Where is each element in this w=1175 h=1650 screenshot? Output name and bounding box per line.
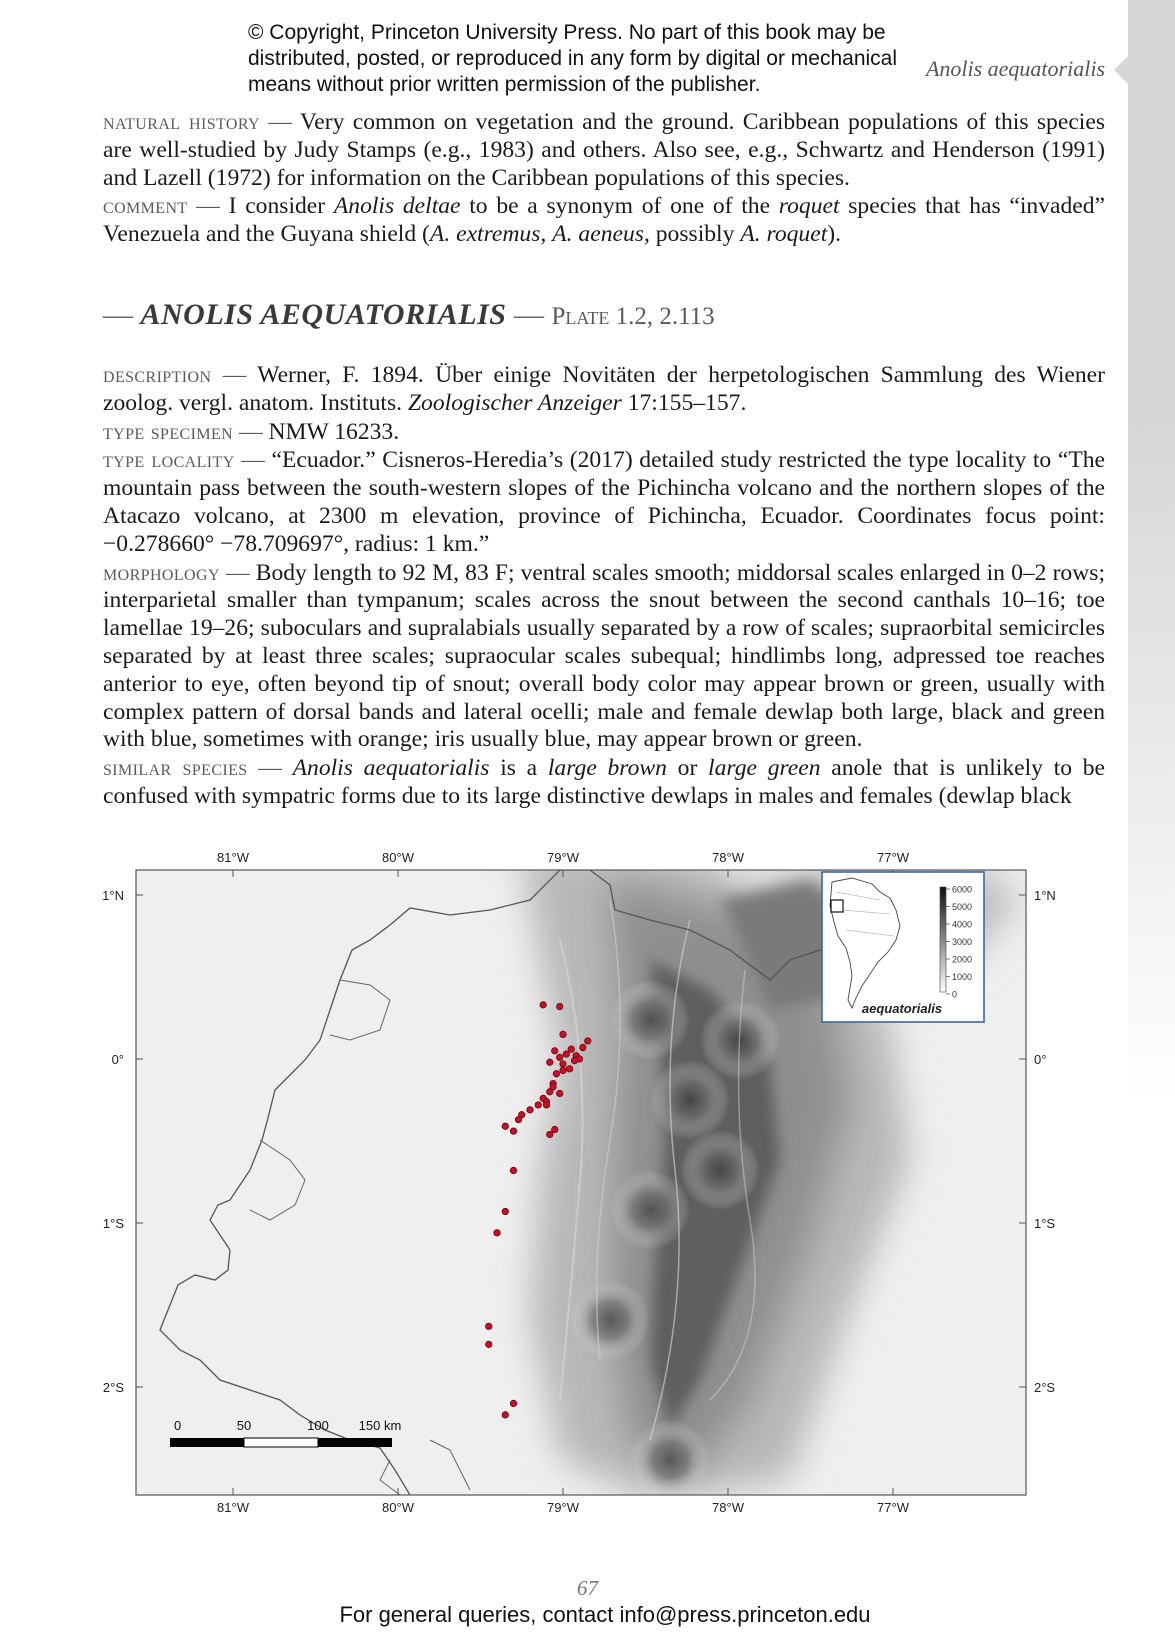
similar-species-text: anole that is unlikely to be confused with sympatric forms due to its large distinctive dewlaps in males and females (dewlap black <box>103 755 1106 809</box>
record-point <box>502 1123 508 1129</box>
legend-label: 0 <box>952 989 958 1000</box>
lat-label-right: 2°S <box>1034 1380 1056 1395</box>
similar-species-paragraph: similar species — Anolis aequatorialis is a large brown or large green anole that is unlikely to be confused with sympatric forms due to its large distinctive dewlaps in males and females (dewlap black <box>103 755 1106 809</box>
locator-inset <box>822 872 984 1022</box>
record-point <box>510 1167 516 1173</box>
legend-label: 5000 <box>952 902 973 912</box>
scale-label: 100 <box>307 1418 329 1433</box>
morphology-label: morphology <box>103 559 220 585</box>
lon-label-top: 80°W <box>382 850 414 865</box>
comment-text: , <box>540 221 553 248</box>
comment-text: I consider <box>228 193 334 220</box>
type-locality-label: type locality <box>103 447 235 473</box>
heading-dash: — <box>513 298 544 331</box>
comment-species: A. extremus <box>429 221 541 248</box>
type-locality-text: “Ecuador.” Cisneros-Heredia’s (2017) detailed study restricted the type locality to “The mountain pass between the south-western slopes of the Pichincha volcano and the northern slopes of the Atacazo volcano, at 2300 m elevation, province of Pichincha, Ecuador. Coordinates focus point: −0.278660° −78.709697°, radius: 1 km.” <box>103 447 1106 557</box>
description-text: 17:155–157. <box>621 389 747 416</box>
lon-label-bottom: 81°W <box>217 1500 249 1515</box>
record-point <box>547 1131 553 1137</box>
inset-caption: aequatorialis <box>861 1001 943 1016</box>
lon-label-bottom: 77°W <box>877 1500 909 1515</box>
record-point <box>568 1046 574 1052</box>
similar-species-term: large brown <box>547 755 667 782</box>
page-number: 67 <box>577 1576 598 1600</box>
journal-title: Zoologischer Anzeiger <box>407 389 622 416</box>
morphology-paragraph: morphology — Body length to 92 M, 83 F; ventral scales smooth; middorsal scales enlarged in 0–2 rows; interparietal smaller than tympanum; scales across the snout between the second canthals 10–16; toe lamellae 19–26; suboculars and supralabials usually separated by a row of scales; supraorbital semicircles separated by at least three scales; supraocular scales subequal; hindlimbs long, adpressed toe reaches anterior to eye, often beyond tip of snout; overall body color may appear brown or green, usually with complex pattern of dorsal bands and lateral ocelli; male and female dewlap both large, black and green with blue, sometimes with orange; iris usually blue, may appear brown or green. <box>103 559 1105 753</box>
legend-label: 6000 <box>952 884 973 895</box>
record-point <box>486 1341 492 1347</box>
record-point <box>560 1061 566 1067</box>
copyright-line-2: distributed, posted, or reproduced in any form by digital or mechanical <box>248 47 898 70</box>
record-point <box>563 1051 569 1057</box>
scale-label: 150 km <box>358 1418 402 1433</box>
record-point <box>585 1038 591 1044</box>
record-point <box>560 1067 566 1073</box>
lon-label-top: 81°W <box>217 850 249 865</box>
legend-label: 2000 <box>952 954 973 965</box>
lon-label-top: 78°W <box>712 850 744 865</box>
lat-label-left: 1°N <box>102 888 124 903</box>
comment-text: ). <box>827 221 842 248</box>
similar-species-text: is a <box>489 755 548 782</box>
record-point <box>527 1107 533 1113</box>
running-head: Anolis aequatorialis <box>925 56 1105 81</box>
record-point <box>550 1084 556 1090</box>
type-specimen-text: NMW 16233. <box>268 418 400 445</box>
footer-contact: For general queries, contact info@press.princeton.edu <box>339 1602 871 1627</box>
record-point <box>552 1126 558 1132</box>
record-point <box>553 1071 559 1077</box>
lat-label-left: 1°S <box>102 1216 124 1231</box>
comment-species: roquet <box>778 193 840 220</box>
description-paragraph: description — Werner, F. 1894. Über einige Novitäten der herpetologischen Sammlung des Wiener zoolog. vergl. anatom. Instituts. Zoologischer Anzeiger 17:155–157. <box>103 362 1105 416</box>
record-point <box>557 1054 563 1060</box>
lon-label-top: 77°W <box>877 850 909 865</box>
side-tab <box>1128 0 1175 1650</box>
record-point <box>515 1116 521 1122</box>
similar-species-name: Anolis aequatorialis <box>292 755 490 782</box>
description-text: Werner, F. 1894. Über einige Novitäten der herpetologischen Sammlung des Wiener zoolog. vergl. anatom. Instituts. <box>103 362 1105 416</box>
type-specimen-label: type specimen <box>103 418 234 444</box>
heading-dash: — <box>103 298 133 331</box>
record-point <box>535 1102 541 1108</box>
record-point <box>580 1044 586 1050</box>
type-specimen-paragraph: type specimen — NMW 16233. <box>103 418 400 445</box>
record-point <box>540 1002 546 1008</box>
species-name: ANOLIS AEQUATORIALIS <box>140 298 507 331</box>
distribution-map-svg <box>90 840 1090 1540</box>
inset-frame <box>822 872 984 1022</box>
species-heading <box>103 298 715 332</box>
record-point <box>543 1102 549 1108</box>
record-point <box>557 1003 563 1009</box>
record-point <box>566 1066 572 1072</box>
copyright-line-1: © Copyright, Princeton University Press. No part of this book may be <box>248 21 886 44</box>
lon-label-bottom: 80°W <box>382 1500 414 1515</box>
comment-label: comment <box>103 193 188 219</box>
comment-species: Anolis deltae <box>333 193 461 220</box>
natural-history-label: natural history <box>103 109 261 134</box>
record-point <box>510 1400 516 1406</box>
morphology-text: Body length to 92 M, 83 F; ventral scales smooth; middorsal scales enlarged in 0–2 rows; interparietal smaller than tympanum; scales across the snout between the second canthals 10–16; toe lamellae 19–26; suboculars and supralabials usually separated by a row of scales; supraorbital semicircles separated by at least three scales; supraocular scales subequal; hindlimbs long, adpressed toe reaches anterior to eye, often beyond tip of snout; overall body color may appear brown or green, usually with complex pattern of dorsal bands and lateral ocelli; male and female dewlap both large, black and green with blue, sometimes with orange; iris usually blue, may appear brown or green. <box>103 559 1105 753</box>
scale-label: 0 <box>174 1418 182 1433</box>
top-section <box>103 108 1105 249</box>
lon-label-bottom: 78°W <box>712 1500 744 1515</box>
record-point <box>552 1048 558 1054</box>
record-point <box>547 1059 553 1065</box>
distribution-map <box>90 840 1090 1540</box>
description-label: description <box>103 362 212 387</box>
comment-species: A. roquet <box>740 221 828 248</box>
lon-label-bottom: 79°W <box>547 1500 579 1515</box>
natural-history-text: Very common on vegetation and the ground. Caribbean populations of this species are well-studied by Judy Stamps (e.g., 1983) and others. Also see, e.g., Schwartz and Henderson (1991) and Lazell (1972) for information on the Caribbean populations of this species. <box>103 109 1106 191</box>
lon-label-top: 79°W <box>547 850 579 865</box>
lat-label-right: 0° <box>1034 1052 1047 1067</box>
comment-species: A. aeneus <box>552 221 644 248</box>
lat-label-right: 1°N <box>1034 888 1056 903</box>
legend-label: 3000 <box>952 937 973 947</box>
legend-label: 1000 <box>952 972 973 982</box>
comment-text: , possibly <box>643 221 741 248</box>
record-point <box>557 1090 563 1096</box>
lat-label-left: 0° <box>111 1052 124 1067</box>
record-point <box>502 1208 508 1214</box>
species-account <box>103 361 1105 811</box>
record-point <box>494 1230 500 1236</box>
similar-species-term: large green <box>708 755 821 782</box>
comment-paragraph: comment — I consider Anolis deltae to be a synonym of one of the roquet species that has “invaded” Venezuela and the Guyana shield (A. extremus, A. aeneus, possibly A. roquet). <box>103 193 1105 248</box>
comment-text: species that has “invaded” Venezuela and the Guyana shield ( <box>103 193 1105 248</box>
record-point <box>560 1031 566 1037</box>
elevation-legend-bar <box>940 887 946 992</box>
natural-history-paragraph: natural history — Very common on vegetation and the ground. Caribbean populations of this species are well-studied by Judy Stamps (e.g., 1983) and others. Also see, e.g., Schwartz and Henderson (1991) and Lazell (1972) for information on the Caribbean populations of this species. <box>103 109 1106 191</box>
side-tab-notch <box>1114 56 1128 84</box>
similar-species-label: similar species <box>103 755 248 781</box>
type-locality-paragraph: type locality — “Ecuador.” Cisneros-Heredia’s (2017) detailed study restricted the type locality to “The mountain pass between the south-western slopes of the Pichincha volcano and the northern slopes of the Atacazo volcano, at 2300 m elevation, province of Pichincha, Ecuador. Coordinates focus point: −0.278660° −78.709697°, radius: 1 km.” <box>103 447 1106 557</box>
record-point <box>486 1323 492 1329</box>
record-point <box>502 1412 508 1418</box>
record-point <box>510 1128 516 1134</box>
lat-label-left: 2°S <box>102 1380 124 1395</box>
copyright-line-3: means without prior written permission of the publisher. <box>248 73 761 96</box>
plate-reference: Plate 1.2, 2.113 <box>551 303 715 330</box>
record-point <box>571 1057 577 1063</box>
legend-label: 4000 <box>952 919 973 930</box>
scale-label: 50 <box>236 1418 252 1433</box>
copyright-notice <box>248 20 948 98</box>
lat-label-right: 1°S <box>1034 1216 1056 1231</box>
similar-species-text: or <box>666 755 709 782</box>
comment-text: to be a synonym of one of the <box>460 193 779 220</box>
